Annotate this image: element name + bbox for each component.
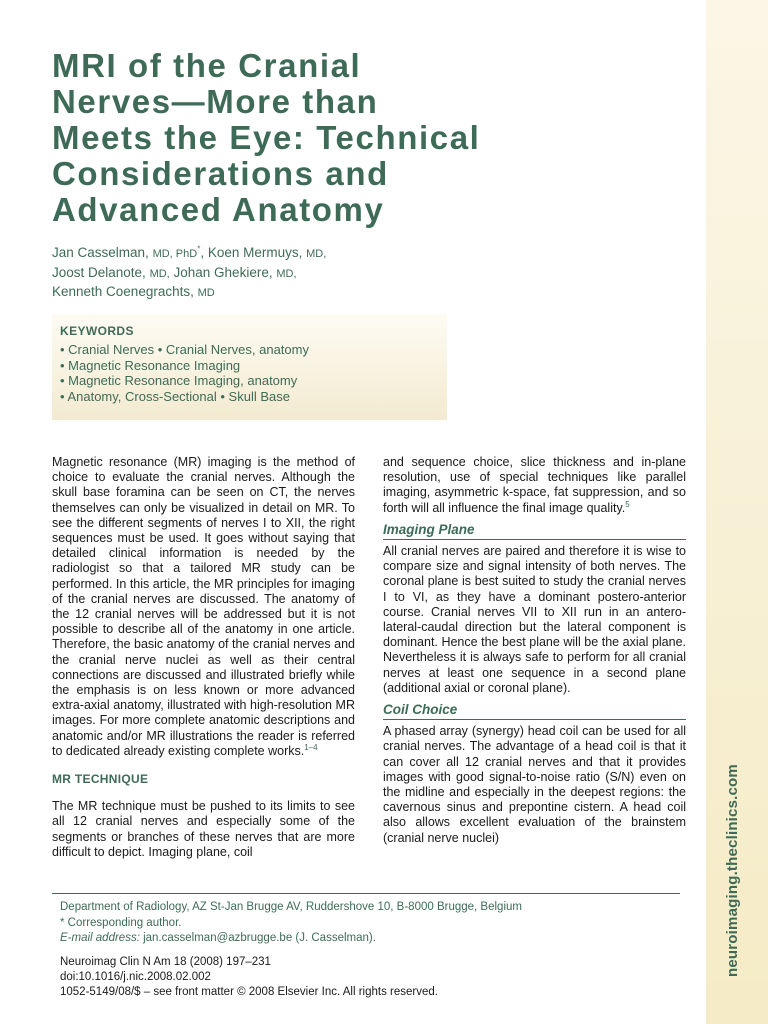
author-name: , Koen Mermuys, (200, 245, 303, 260)
affiliation-text: Department of Radiology, AZ St-Jan Brugge AV, Ruddershove 10, B-8000 Brugge, Belgium (60, 901, 522, 913)
author-name: Johan Ghekiere, (173, 264, 273, 280)
keyword-line: • Anatomy, Cross-Sectional • Skull Base (60, 388, 290, 404)
reference-link[interactable]: 1–4 (304, 742, 318, 752)
email-line (60, 931, 680, 947)
body-column-right (383, 455, 686, 846)
body-column-left (52, 455, 355, 860)
mr-technique-paragraph: The MR technique must be pushed to its limits to see all 12 cranial nerves and especially some of the segments or branches of these nerves that are more difficult to depict. Imaging plane, coil (52, 799, 355, 859)
keywords-list (60, 342, 309, 404)
corresponding-author-note: * Corresponding author. (60, 916, 182, 929)
corresponding-mark: * (197, 244, 201, 254)
footer-divider (52, 893, 680, 894)
mr-technique-continued (383, 455, 686, 516)
affiliation-block (60, 900, 680, 947)
author-name: Jan Casselman, (52, 245, 149, 260)
keywords-box (52, 314, 447, 420)
subheading-imaging-plane: Imaging Plane (383, 522, 686, 540)
author-name: Joost Delanote, (52, 264, 146, 280)
citation-block (60, 955, 680, 1000)
title-line: Advanced Anatomy (52, 191, 385, 228)
journal-sidebar (706, 0, 768, 1024)
doi-text[interactable]: doi:10.1016/j.nic.2008.02.002 (60, 971, 211, 983)
keyword-line: • Cranial Nerves • Cranial Nerves, anatomy (60, 342, 309, 357)
keyword-line: • Magnetic Resonance Imaging, anatomy (60, 373, 298, 388)
author-degree: MD, (149, 267, 170, 280)
email-label: E-mail address: (60, 932, 140, 944)
author-list (52, 244, 472, 303)
keywords-heading: KEYWORDS (60, 324, 134, 338)
coil-choice-paragraph: A phased array (synergy) head coil can be used for all cranial nerves. The advantage of a head coil is that it can cover all 12 cranial nerves and that it provides images with good signal-to-noise ratio (S/N) even on the midline and especially in the deepest regions: the cavernous sinus and prepontine cistern. A head coil also allows excellent evaluation of the brainstem (cranial nerve nuclei) (383, 724, 686, 845)
intro-paragraph (52, 455, 355, 759)
author-degree: MD, PhD (152, 248, 198, 260)
author-degree: MD, (276, 267, 297, 280)
keyword-line: • Magnetic Resonance Imaging (60, 357, 241, 373)
title-line: Meets the Eye: Technical (52, 119, 481, 156)
imaging-plane-paragraph: All cranial nerves are paired and therefore it is wise to compare size and signal intensity of both nerves. The coronal plane is best suited to study the cranial nerves I to VI, as they have a dominant postero-anterior course. Cranial nerves VII to XII run in an antero-lateral-caudal direction but the lateral component is dominant. Hence the best plane will be the axial plane. Nevertheless it is always safe to perform for all cranial nerves at least one sequence in a second plane (additional axial or coronal plane). (383, 544, 686, 695)
section-heading-mr-technique: MR TECHNIQUE (52, 772, 149, 787)
author-degree: MD, (306, 248, 327, 260)
title-line: Nerves—More than (52, 83, 379, 120)
intro-text: Magnetic resonance (MR) imaging is the method of choice to evaluate the cranial nerves. Although the skull base foramina can be seen on CT, the nerves themselves can only be visualized in detail on MR. To see the different segments of nerves I to XII, the right sequences must be used. It goes without saying that detailed clinical information is needed by the radiologist so that a tailored MR study can be performed. In this article, the MR principles for imaging of the cranial nerves are discussed. The anatomy of the 12 cranial nerves will be addressed but it is not possible to describe all of the anatomy in one article. Therefore, the basic anatomy of the cranial nerves and the cranial nerve nuclei as well as their central connections are discussed and illustrated briefly while the emphasis is on less known or more advanced extra-axial anatomy, illustrated with high-resolution MR images. For more complete anatomic descriptions and anatomic and/or MR illustrations the reader is referred to dedicated already existing complete works. (52, 455, 355, 758)
journal-url[interactable]: neuroimaging.theclinics.com (724, 764, 741, 977)
title-line: MRI of the Cranial (52, 47, 362, 84)
reference-link[interactable]: 5 (625, 499, 630, 509)
author-degree: MD (197, 287, 215, 299)
citation-text: Neuroimag Clin N Am 18 (2008) 197–231 (60, 956, 271, 968)
copyright-text: 1052-5149/08/$ – see front matter © 2008 Elsevier Inc. All rights reserved. (60, 986, 438, 998)
sidebar-url-wrap (724, 764, 754, 994)
title-line: Considerations and (52, 155, 389, 192)
author-name: Kenneth Coenegrachts, (52, 284, 194, 299)
subheading-coil-choice: Coil Choice (383, 702, 686, 720)
email-address[interactable]: jan.casselman@azbrugge.be (J. Casselman). (139, 932, 376, 944)
article-title (52, 48, 542, 228)
mr-cont-text: and sequence choice, slice thickness and in-plane resolution, use of special techniques like parallel imaging, asymmetric k-space, fat suppression, and so forth will all influence the final image quality. (383, 455, 686, 515)
